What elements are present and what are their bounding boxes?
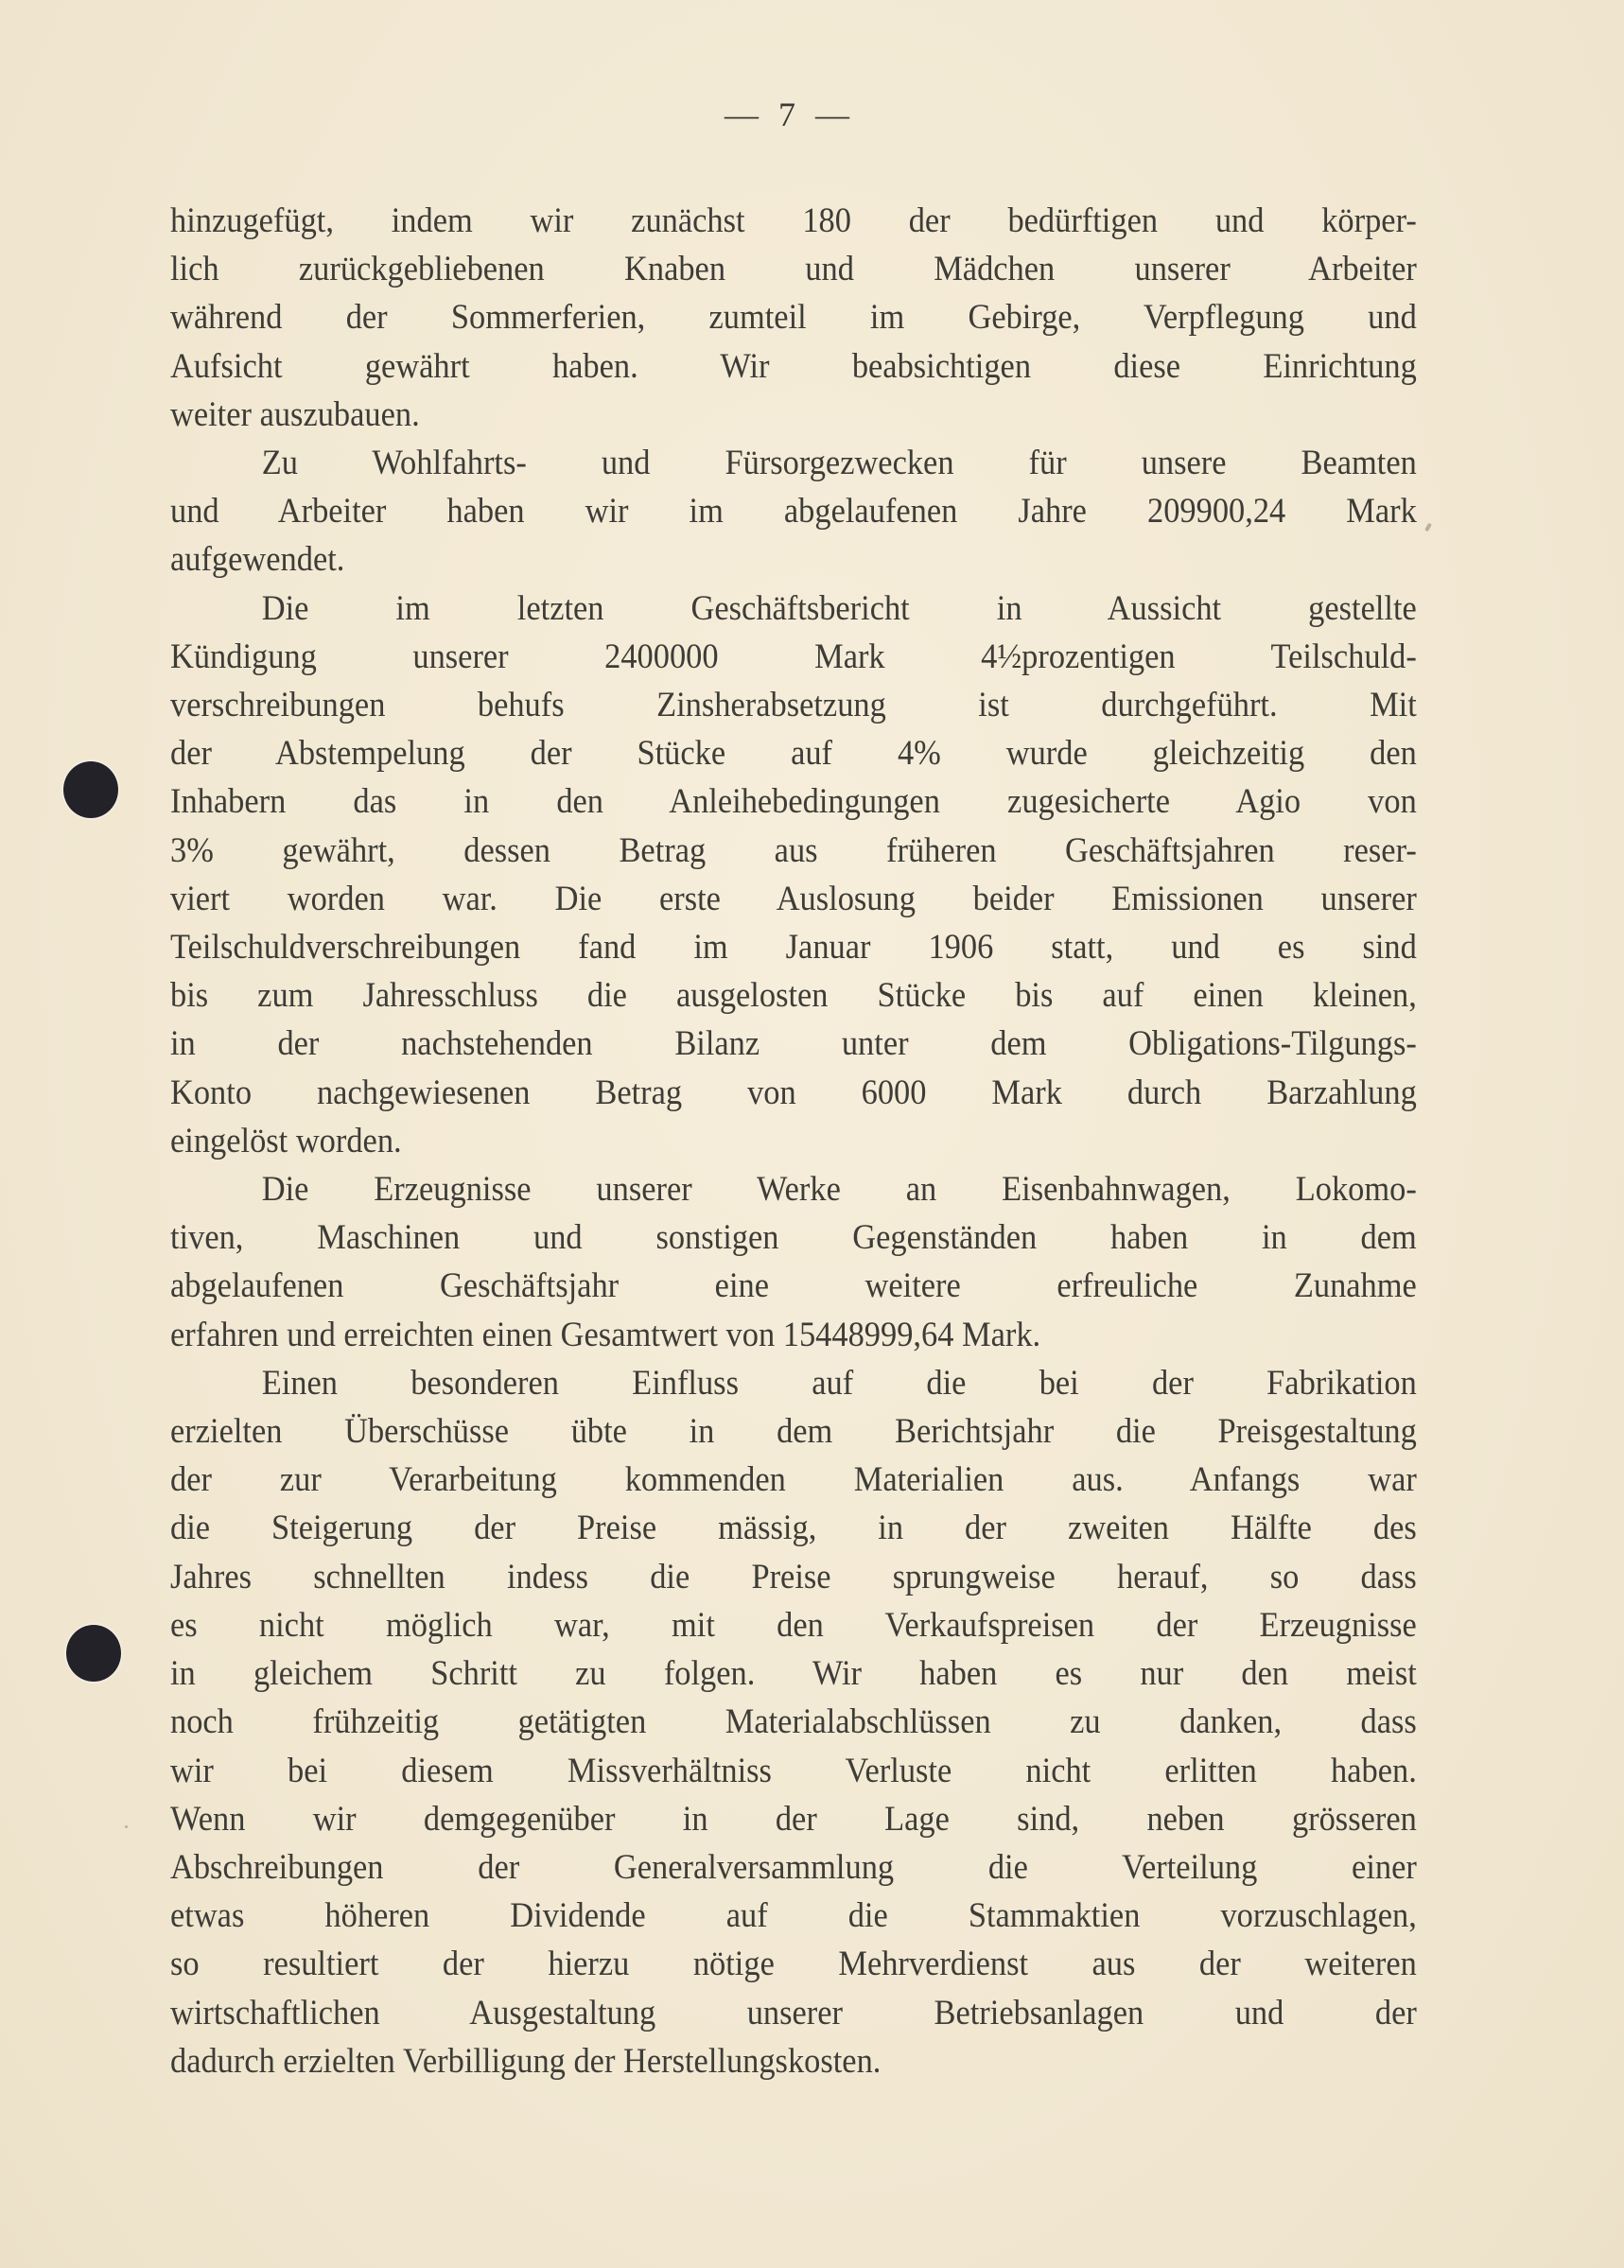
text-line: 3% gewährt, dessen Betrag aus früheren Geschäftsjahren reser- [170, 830, 1417, 870]
paragraph [170, 1359, 1417, 2085]
text-line: die Steigerung der Preise mässig, in der zweiten Hälfte des [170, 1509, 1417, 1548]
text-line: Kündigung unserer 2400000 Mark 4½prozentigen Teilschuld- [170, 637, 1417, 676]
paragraph [170, 197, 1417, 439]
text-line: in gleichem Schritt zu folgen. Wir haben es nur den meist [170, 1654, 1417, 1694]
text-line: Zu Wohlfahrts- und Fürsorgezwecken für unsere Beamten [261, 444, 1417, 483]
punch-hole-icon [63, 761, 118, 818]
text-line: lich zurückgebliebenen Knaben und Mädchen unserer Arbeiter [170, 250, 1417, 289]
text-line: hinzugefügt, indem wir zunächst 180 der bedürftigen und körper- [170, 201, 1417, 240]
text-line: so resultiert der hierzu nötige Mehrverdienst aus der weiteren [170, 1945, 1417, 1984]
text-line: wir bei diesem Missverhältniss Verluste nicht erlitten haben. [170, 1751, 1417, 1790]
text-line: der Abstempelung der Stücke auf 4% wurde gleichzeitig den [170, 734, 1417, 774]
paragraph [170, 439, 1417, 584]
text-line: Die im letzten Geschäftsbericht in Aussicht gestellte [261, 588, 1417, 628]
text-line: Einen besonderen Einfluss auf die bei der Fabrikation [261, 1363, 1417, 1403]
text-line: es nicht möglich war, mit den Verkaufspreisen der Erzeugnisse [170, 1605, 1417, 1645]
text-line: weiter auszubauen. [170, 394, 420, 434]
text-line: Aufsicht gewährt haben. Wir beabsichtigen diese Einrichtung [170, 346, 1417, 386]
text-line: tiven, Maschinen und sonstigen Gegenständen haben in dem [170, 1218, 1417, 1258]
punch-hole-icon [66, 1625, 121, 1682]
text-line: und Arbeiter haben wir im abgelaufenen Jahre 209900,24 Mark [170, 492, 1417, 532]
text-line: in der nachstehenden Bilanz unter dem Obligations-Tilgungs- [170, 1024, 1417, 1064]
text-line: erfahren und erreichten einen Gesamtwert von 15448999,64 Mark. [170, 1315, 1041, 1354]
text-line: Teilschuldverschreibungen fand im Januar 1906 statt, und es sind [170, 928, 1417, 968]
paper-speck [125, 1825, 128, 1828]
paragraph [170, 584, 1417, 1165]
text-line: Die Erzeugnisse unserer Werke an Eisenbahnwagen, Lokomo- [261, 1170, 1417, 1210]
text-line: abgelaufenen Geschäftsjahr eine weitere erfreuliche Zunahme [170, 1266, 1417, 1306]
text-line: Jahres schnellten indess die Preise sprungweise herauf, so dass [170, 1557, 1417, 1596]
text-line: Konto nachgewiesenen Betrag von 6000 Mark durch Barzahlung [170, 1073, 1417, 1112]
page-number: — 7 — [725, 96, 855, 133]
text-line: Inhabern das in den Anleihebedingungen zugesicherte Agio von [170, 782, 1417, 822]
text-line: aufgewendet. [170, 540, 345, 580]
text-line: noch frühzeitig getätigten Materialabschlüssen zu danken, dass [170, 1702, 1417, 1742]
text-line: während der Sommerferien, zumteil im Gebirge, Verpflegung und [170, 298, 1417, 338]
text-line: Abschreibungen der Generalversammlung die Verteilung einer [170, 1847, 1417, 1887]
text-line: viert worden war. Die erste Auslosung beider Emissionen unserer [170, 879, 1417, 918]
text-line: verschreibungen behufs Zinsherabsetzung ist durchgeführt. Mit [170, 686, 1417, 725]
text-line: eingelöst worden. [170, 1121, 402, 1160]
body-text [170, 197, 1417, 2085]
paper-speck [1424, 523, 1432, 532]
text-line: dadurch erzielten Verbilligung der Herstellungskosten. [170, 2041, 882, 2081]
text-line: bis zum Jahresschluss die ausgelosten Stücke bis auf einen kleinen, [170, 976, 1417, 1016]
text-line: erzielten Überschüsse übte in dem Berichtsjahr die Preisgestaltung [170, 1412, 1417, 1452]
text-line: Wenn wir demgegenüber in der Lage sind, neben grösseren [170, 1799, 1417, 1839]
text-line: der zur Verarbeitung kommenden Materialien aus. Anfangs war [170, 1460, 1417, 1500]
text-line: etwas höheren Dividende auf die Stammaktien vorzuschlagen, [170, 1896, 1417, 1936]
paragraph [170, 1165, 1417, 1359]
text-line: wirtschaftlichen Ausgestaltung unserer Betriebsanlagen und der [170, 1993, 1417, 2032]
